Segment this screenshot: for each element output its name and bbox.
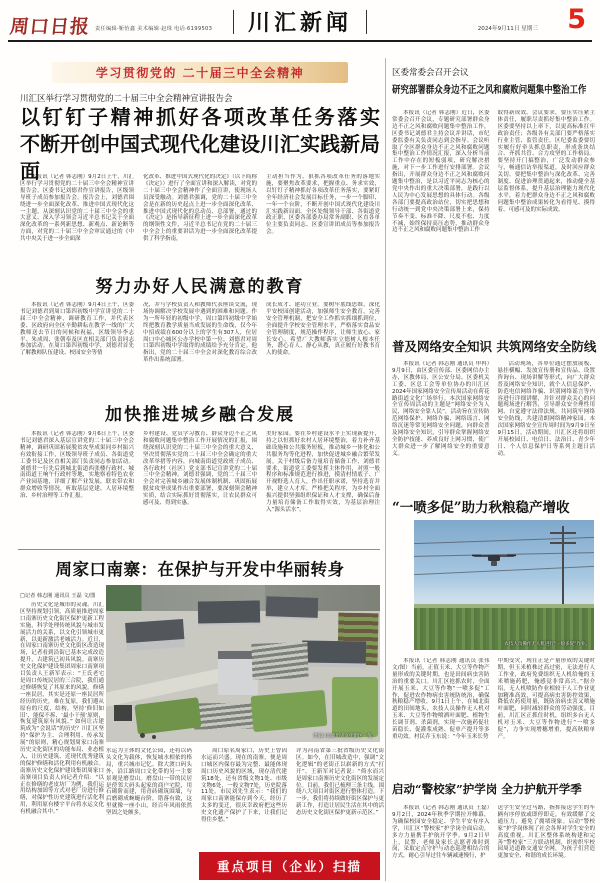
divider-bar-right	[366, 10, 367, 34]
committee-article-kicker: 区委常委会召开会议	[392, 68, 469, 78]
drone-icon	[472, 552, 516, 568]
body-column: 本报讯（记者 韩志刚 通讯员 张伟 文/图）当前，正值玉米、大豆等作物产量形成的关键时期，也是田间病虫害防治的重要关口。川汇区抢抓农时，全面开展玉米、大豆等作物“一喷多促”工作，促进农作物病虫害统防统治，确保秋粮稳产增收。9月1日上午，在城北街道的田间地头，农技人员操作无人机对玉米、大豆等作物喷洒叶面肥、植物生长调节剂、杀菌剂，实现一次施药促壮苗稳长、促灌浆成熟、促单产提升等多重功效。村民乔玉东说：“今年玉米长势	[392, 658, 490, 740]
photo-caption: 周家口南寨历史文化街区一角。	[313, 734, 376, 739]
main-article-body	[20, 174, 380, 266]
vertical-divider	[385, 58, 386, 881]
theme-banner	[52, 62, 348, 83]
stairs-shape	[251, 642, 308, 680]
feature-byline: □记者 韩志刚 通讯员 王磊 文/图	[20, 593, 96, 599]
section-title: 川汇新闻	[247, 10, 352, 36]
body-column: 主动担当作为，狠抓各项改革任务的落地实施，要聚焦改革要求，把握重点、务求实效，以钉钉子精神抓好各项改革任务落实，要紧盯全年经济社会发展目标任务，一步一个脚印、一年一个台阶，不断开创中国式现代化建设川汇实践新局面。全区处级领导干部、各街道党政正职、区委各部委办局常务副职、区直各单位主要负责同志、区委宣讲团成员等参加报告会。	[266, 174, 380, 236]
lawn-shape	[251, 690, 328, 732]
historic-district-photo	[106, 585, 380, 742]
body-column: 本报讯（记者 韩志刚 通讯员 王磊）9月2日，2024年秋季学期拉开帷幕，为确保校园安全稳定、学生平安有序入学，川汇区“警校家”护学岗全面启动，多方力量携手护航开学季。9月2日早上，民警、老师及家长志愿者准时到岗，采取定点守护与动态巡逻相结合的方式，耐心引导过往车辆减速慢行，护	[392, 805, 490, 860]
school-guard-article-body	[392, 805, 595, 879]
education-article-body	[20, 302, 380, 392]
body-column: 美好家园。要在乡村建设水平上实现新提升，持之以恒抓好农村人居环境整治，着力补齐基础设施和公共服务短板，推动城乡一体化和公共服务均等化进程，加快促进城乡融合繁荣发展。关于村级后备力量培育储备工作，刘德君要求，街道党工委要发挥主体作用，对照一般程序和标准规范进行推进，摸清村情底子、广开视野选人育人，作出任职承诺，坚持选育并举，建立人才库，严格把关程序，为乡村全面振兴提供坚强组织保证和人才支撑，确保后备力量培育储备工作取得实效，为基层治理注入“源头活水”。	[266, 431, 380, 513]
date-line: 2024年9月11日 星期三	[477, 26, 538, 32]
headline-line-2: 不断开创中国式现代化建设川汇实践新局面	[20, 132, 380, 183]
body-column: 送学生安全过马路，指挥接送学生的车辆有序停放或即停即走，有效缓解了交通压力，避免了拥堵现象。启动“警校家”护学岗体现了社会各界对学生安全的高度重视。川汇区整体系统构建和完善“警校家”三方联动机制，织密织牢校园周边道路交通安全网，为孩子们营造更加安全、和谐的成长环境。	[497, 805, 595, 860]
masthead-logo: 周口日报	[8, 16, 92, 38]
body-column: 水运为主体的文化公园，还将以码头文化为载体，恢复城水相依的格局，重兴城市记忆。除大渡口码头外，沿江路周口文化带的另一主要景观是磨盘山。磨盘山一带的民居是傍邻大码头起家的商户宅院，用石砌阶而建，用青砖砌筑围墙，与后磨砌成蜿蜒台阶，错落有致，这里就像一座小山，经百年风雨依然坚固之处颇多。	[106, 748, 192, 817]
figure-dot	[140, 733, 145, 738]
section-title-wrap	[0, 6, 600, 38]
header-rule	[8, 40, 592, 42]
urban-rural-article-body	[20, 431, 380, 543]
equipment-shape	[114, 705, 132, 721]
main-article-kicker: 川汇区举行学习贯彻党的二十届三中全会精神宣讲报告会	[20, 94, 233, 104]
theme-banner-text: 学习贯彻党的 二十届三中全会精神	[95, 66, 305, 80]
headline-line-1: 以钉钉子精神抓好各项改革任务落实	[20, 105, 380, 129]
education-article-title: 努力办好人民满意的教育	[95, 277, 305, 297]
body-column: 乡村建设、党员学习教育、群众身边不正之风和腐败问题集中整治工作开展情况的汇报，围绕深刻认识党的二十届三中全会的重大意义、坚决贯彻落实党的二十届三中全会确定的重大改革举措等内容，向城南街道党政班子成员、各行政村（社区）党支部书记宣讲党的二十届三中全会精神。刘德君强调，党的二十届三中全会对完善城乡融合发展体制机制、巩固拓展脱贫攻坚成果作出重要部署，要深刻领会精神实质，结合实际抓好贯彻落实，让农民群众可感可及、得到实惠。	[143, 431, 257, 507]
cyber-article-body	[392, 361, 595, 491]
feature-article-title: 周家口南寨：在保护与开发中华丽转身	[55, 560, 345, 579]
building-shape	[198, 600, 260, 625]
lawn-shape	[332, 677, 378, 737]
body-column: 本报讯（记者 韩志刚）近日，区委常委会召开会议，专题研究部署群众身边不正之风和腐败问题集中整治工作，区委书记刘德君主持会议并讲话，市纪委监委有关负责同志到会指导。会议听取了全区群众身边不正之风和腐败问题集中整治工作情况汇报，深入分析当前工作中存在的短板弱项，研究解决措施，对下一步工作进行安排部署。会议指出，开展群众身边不正之风和腐败问题集中整治，是以习近平同志为核心的党中央作出的重大决策部署，是践行以人民为中心发展思想的具体行动。各级各部门要提高政治站位，切实把思想和行动统一到党中央决策部署上来，保持节奏不变、标准不降、尺度不松、力度不减，始终保持高压态势，推动群众身边不正之风和腐败问题集中整治工作	[392, 110, 490, 234]
body-column: 取得新成效。会议要求，要压实压紧主体责任，履职尽责抓好集中整治工作。区委要坚持以上率下，以更高标准扛牢政治责任；各级各有关部门要严格落实行业主管、监管责任。区纪委监委要切实履行好牵头抓总职责，形成条块结合、齐抓共管、合力攻坚的工作格局。要坚持开门搞整治，广泛发动群众参与，畅通信访举报渠道，及时回应群众关切。要把集中整治与深化改革、完善制度、促进治理贯通起来，推动健全基层监督体系，提升基层治理能力现代化水平，着力把群众身边不正之风和腐败问题集中整治成果转化为看得见、摸得着、可感可及的实际成效。	[497, 110, 595, 213]
building-shape	[125, 619, 185, 651]
spray-article-body	[392, 658, 595, 776]
body-column: 本报讯（记者 韩志刚）9月2日上午，川汇区举行学习贯彻党的二十届三中全会精神宣讲报告会，区委书记刘德君作宣讲报告，区级领导班子成员参加报告会。报告会上，刘德君围绕进一步全面深化改革、推进中国式现代化这一主题，从深刻认识党的二十届三中全会的重大意义、深入学习领会习近平总书记关于全面深化改革的一系列新思想、新观点、新论断等方面，对党的二十届三中全会审议通过的《中共中央关于进一步全面深	[20, 174, 134, 243]
body-column: 成长成才、建功立业。要树牢底线思维，深化平安校园创建活动，加强师生安全教育，完善安全管理机制，把安全工作抓实抓细抓到位，全面提升学校安全管理水平，严格落实食品安全管理制度，规范操作程序，让师生放心、家长安心。希望广大教师落实立德树人根本任务，潜心育人、静心从教，真正履行好教书育人的使命。	[266, 302, 380, 357]
lawn-shape	[134, 697, 201, 735]
editors-line: 责任编辑·靳怡鑫 美术编辑·赵珠 电话·6199503	[95, 26, 213, 32]
feature-intro-column: 历史文化是城市的灵魂。川汇区坚持规划引领，高质量推进周家口南寨历史文化街区保护更新工程实施，科学处理传统风貌与城市发展活力的关系，以文化引领城市更新，以更新激活老城活力。近日，在周家口南寨历史文化街区改造现场，记者看到沿街已基本完成改造提升，古建筑已初具风貌。南寨历史文化保护建设集团周家口南寨项目负责人王新军表示：“王氏老宅是周口传统民居的三合院，我们通过修缮恢复了其原来的风貌。修缮一座民居，其实是还原一座民居所经历的历史，难在复原，我们遵从原有的尺度、结构，坚持‘修旧如旧’、能保不拆、‘最小干预’原则，恢复建筑原有风貌。” 如何让古建筑成为“会说话”的历史？川汇区坚持“保护为主、合理利用、传承发展”的原则，精心规划周家口南寨历史文化街区的功能布局、业态植入，让历史建筑、近现代优秀建筑的保护修缮和活化利用有机融合。南寨历史文化保护建设集团周家口南寨项目负责人向记者介绍：“以正在修缮的老皮坊厂为例，我们运用结构加固等方式对老厂房进行修缮，对保护性历史建筑进行活化利用，利用原有楼宇平台将水运文化有机融合其中。”	[20, 602, 104, 816]
power-pole-crossbar	[550, 532, 576, 534]
power-pole-crossbar	[550, 542, 576, 544]
school-guard-article-title: 启动“警校家”护学岗 全力护航开学季	[392, 782, 582, 796]
page-number: 5	[567, 4, 586, 35]
drone-field-photo	[414, 520, 594, 650]
body-column: 本报讯（记者 韩志刚）9月6日上午，区委书记刘德君深入基层宣讲党的二十届三中全会精神，调研巩固拓展脱贫攻坚成果同乡村振兴有效衔接工作，区级领导班子成员、各街道党工委书记及区直相关部门负责同志参加活动。刘德君一行先后到城北街道西张楼行政村、城南街道王响午行政村等地，实地察看特色农业产业园基地，详细了解产业发展、联农带农和群众增收等情况，听取基层党建、人居环境整治、乡村治理等工作汇报。	[20, 431, 134, 500]
building-shape	[302, 640, 366, 667]
body-column: 化改革、推进中国式现代化的决定》（以下简称《决定》）进行了全面宣讲和深入解读，对党的二十届三中全会精神作了全面宣讲，使现场人员深受触动。刘德君强调，党的二十届三中全会是在新的历史起点上进一步全面深化改革、推进中国式现代化的总动员、总部署，通过的《决定》是指导新征程上进一步全面深化改革的纲领性文件，习近平总书记在党的二十届三中全会上的重要讲话为进一步全面深化改革提供了科学指南，	[143, 174, 257, 243]
committee-article-title: 研究部署群众身边不正之风和腐败问题集中整治工作	[392, 85, 587, 96]
main-article-headline	[20, 104, 380, 185]
divider-bar-left	[233, 10, 234, 34]
body-column: 况，并与学校负责人和教师代表座谈交流，现场协调解决学校发展中遇到的困难和问题。作为一所年轻的初级中学，周口第四初级中学始终把教育教学质量当成发展的生命线，仅今年中招成绩在600分以上的学生有307人，位居周口中心城区公办学校中第一位。刘德君对周口第四初级中学取得的成绩给予充分肯定。他指出，党的二十届三中全会对深化教育综合改革作出系统部署。	[143, 302, 257, 364]
body-column: 评为河南省第三批省级历史文化街区。如今，在旧城改造中，强调“文化逻辑”的老街正以崭新的方式“打开”。王新军对记者说：“倚水而兴是周家口南寨历史文化街区的发展定位。目前，我们已梳理三条主线，围绕八大项目对街区进行整体打造。下一步，我们将持续做好街区保护与更新工作，打造让居民生活在其中的活态历史文化街区保护更新示范区。”	[296, 748, 384, 817]
body-column: 活动现场，各单位通过摆放展板、悬挂横幅、发放宣传册和宣传品、设置咨询台、现场讲解等形式，向广大群众普及网络安全知识，就个人信息保护、防范电信网络诈骗、识别网络谣言等内容进行详细讲解，并针对群众关心的问题现场进行解答，引导群众安全理性用网、自觉遵守法律法规，共同筑牢网络安全防线，共建清朗网络精神家园。本次国家网络安全宣传周时间为9月9日至9月15日，活动期间，川汇区还将组织开展校园日、电信日、法治日、青少年日、个人信息保护日等系列主题日活动。	[497, 361, 595, 457]
power-pole-shape	[562, 526, 564, 606]
photo-caption: 农技人员操作无人机进行“一喷多促”作业。	[504, 642, 590, 647]
committee-article-body	[392, 110, 595, 332]
body-column: 周口原名周家口，历史上曾因水运而兴盛。现在的南寨，便是周口城区内保存最为完整、最能体现周口历史风貌的区域，现存清代建筑18处，还有省级文物1处、市级文物6处，一般文物7处，历史院落11处。市民刘先生表示：“我们的周家口南寨能保存到今天，经历了太多的变迁，很庆幸政府把这些历史文化遗产保护了下来，让我们记得住乡愁。”	[201, 748, 287, 824]
urban-rural-article-title: 加快推进城乡融合发展	[105, 405, 295, 425]
body-column: 中期受灾，现在正是产量形成的关键时期，但玉米植株过高过密，无法进行人工作业，政府免费组织无人机给俺的玉米喷施药肥，俺感觉非常高兴。”据介绍，无人机喷防作业相较于人工作业更加精准高效，可提高病虫害防控效果，降低农药使用量，既防治病虫害又喷施叶面肥，同时减轻群众的劳动强度。目前，川汇区正抓住时机，组织多台无人机对玉米、大豆等作物进行“一喷多促”，力争实现增穗增重，提高秋粮单产。	[497, 658, 595, 740]
body-column: 本报讯（记者 韩志刚 通讯员 申冉）9月9日，由区委宣传部、区委网信办主办，区教体局、区公安分局、区委机关工委、区总工会等单位协办的川汇区2024年国家网络安全宣传周活动在荷花路街道文化广场举行。本次国家网络安全宣传周活动的主题是“网络安全为人民，网络安全靠人民”，活动旨在宣传防范网络保护、网络诈骗、网络谣言、网络沉迷等常见网络安全问题，向群众普及网络安全知识，引导群众掌握网络安全防护技能、养成良好上网习惯，使广大群众进一步了解网络安全的重要意义。	[392, 361, 490, 457]
horizontal-divider	[18, 549, 380, 550]
cyber-article-title: 普及网络安全知识 共筑网络安全防线	[392, 339, 597, 354]
stairs-shape	[194, 702, 258, 729]
body-column: 本报讯（记者 韩志刚）9月4日上午，区委书记刘德君到周口第四初级中学宣讲党的二十届三中全会精神，调研教育工作，并代表区委、区政府向全区辛勤耕耘在教学一线的广大教师送去节日的问候和祝福，区级领导李志平、朱成周、张朝奉及区直相关部门负责同志参加活动。在周口第四初级中学，刘德君首先了解教师队伍建设、校园安全等情	[20, 302, 134, 357]
figure-dot	[152, 735, 156, 739]
key-projects-banner-text: 重点项目（企业）扫描	[216, 859, 362, 874]
key-projects-banner	[199, 852, 380, 880]
building-shape	[266, 596, 319, 620]
spray-article-title: “一喷多促”助力秋粮稳产增收	[392, 500, 570, 516]
